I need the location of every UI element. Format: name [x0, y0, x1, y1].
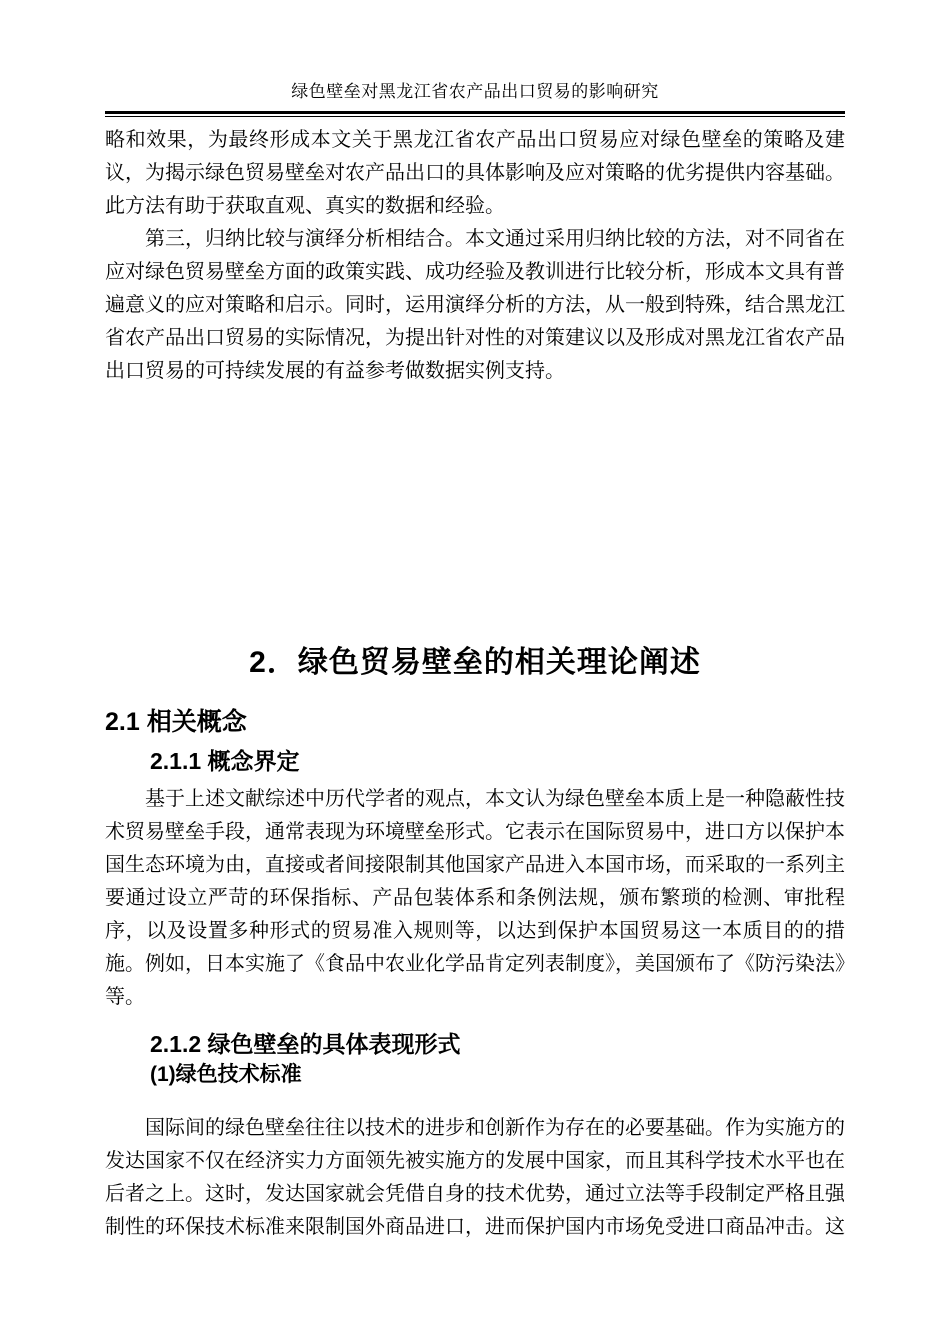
- paragraph-definition: 基于上述文献综述中历代学者的观点，本文认为绿色壁垒本质上是一种隐蔽性技术贸易壁垒手段，通常表现为环境壁垒形式。它表示在国际贸易中，进口方以保护本国生态环境为由，直接或者间接限制其他国家产品进入本国市场，而采取的一系列主要通过设立严苛的环保指标、产品包装体系和条例法规，颁布繁琐的检测、审批程序，以及设置多种形式的贸易准入规则等，以达到保护本国贸易这一本质目的的措施。例如，日本实施了《食品中农业化学品肯定列表制度》，美国颁布了《防污染法》等。: [105, 788, 845, 1008]
- paragraph-standards: 国际间的绿色壁垒往往以技术的进步和创新作为存在的必要基础。作为实施方的发达国家不仅在经济实力方面领先被实施方的发展中国家，而且其科学技术水平也在后者之上。这时，发达国家就会凭借自身的技术优势，通过立法等手段制定严格且强制性的环保技术标准来限制国外商品进口，进而保护国内市场免受进口商品冲击。这: [105, 1117, 845, 1238]
- paragraph-method: 第三，归纳比较与演绎分析相结合。本文通过采用归纳比较的方法，对不同省在应对绿色贸易壁垒方面的政策实践、成功经验及教训进行比较分析，形成本文具有普遍意义的应对策略和启示。同时，运用演绎分析的方法，从一般到特殊，结合黑龙江省农产品出口贸易的实际情况，为提出针对性的对策建议以及形成对黑龙江省农产品出口贸易的可持续发展的有益参考做数据实例支持。: [105, 228, 845, 382]
- header-double-rule: [105, 111, 845, 117]
- running-header-title: 绿色壁垒对黑龙江省农产品出口贸易的影响研究: [291, 82, 659, 101]
- subsection-heading-definition: 2.1.1 概念界定: [150, 748, 300, 774]
- content-column: [105, 0, 845, 1244]
- page-header: [105, 0, 845, 117]
- item-heading-standards: (1)绿色技术标准: [150, 1063, 302, 1086]
- section-heading: 2.1 相关概念: [105, 708, 247, 736]
- paragraph-continuation: 略和效果，为最终形成本文关于黑龙江省农产品出口贸易应对绿色壁垒的策略及建议，为揭示绿色贸易壁垒对农产品出口的具体影响及应对策略的优劣提供内容基础。此方法有助于获取直观、真实的数据和经验。: [105, 129, 845, 217]
- chapter-heading: 2．绿色贸易壁垒的相关理论阐述: [249, 646, 701, 679]
- subsection-heading-forms: 2.1.2 绿色壁垒的具体表现形式: [150, 1031, 461, 1057]
